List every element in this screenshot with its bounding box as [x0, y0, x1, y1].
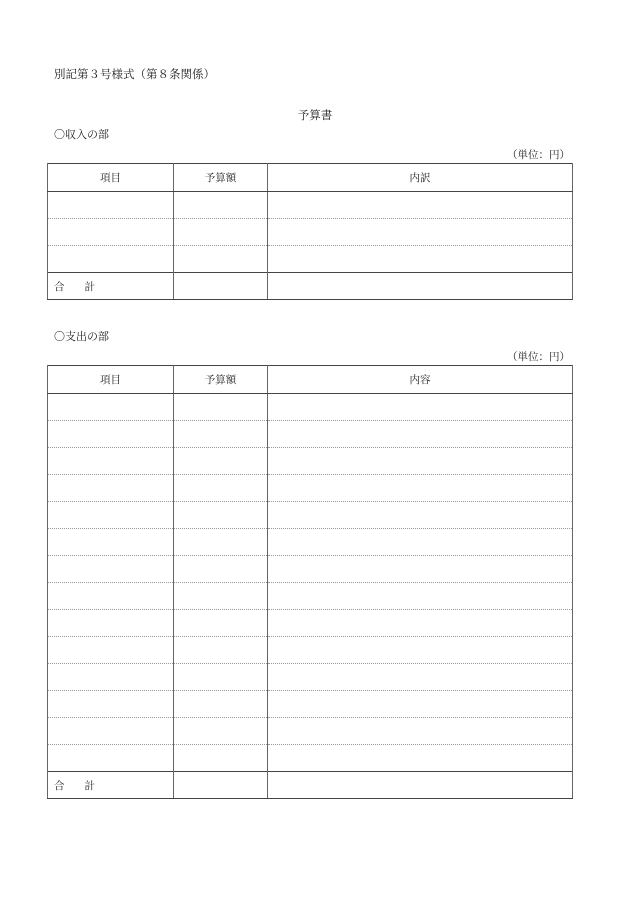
income-row — [48, 192, 573, 219]
income-total-amount-cell[interactable] — [174, 273, 268, 300]
expense-detail-cell[interactable] — [268, 610, 573, 637]
expense-item-cell[interactable] — [48, 475, 174, 502]
expense-row — [48, 583, 573, 610]
expense-item-cell[interactable] — [48, 691, 174, 718]
expense-total-label: 合計 — [48, 772, 174, 799]
income-detail-cell[interactable] — [268, 219, 573, 246]
expense-col-amount: 予算額 — [174, 366, 268, 394]
expense-item-cell[interactable] — [48, 529, 174, 556]
expense-detail-cell[interactable] — [268, 475, 573, 502]
expense-detail-cell[interactable] — [268, 745, 573, 772]
expense-row — [48, 610, 573, 637]
expense-col-item: 項目 — [48, 366, 174, 394]
expense-detail-cell[interactable] — [268, 394, 573, 421]
income-total-breakdown-cell[interactable] — [268, 273, 573, 300]
income-amount-cell[interactable] — [174, 219, 268, 246]
expense-detail-cell[interactable] — [268, 637, 573, 664]
expense-row — [48, 745, 573, 772]
income-amount-cell[interactable] — [174, 192, 268, 219]
income-detail-cell[interactable] — [268, 246, 573, 273]
income-detail-cell[interactable] — [268, 192, 573, 219]
income-item-cell[interactable] — [48, 192, 174, 219]
expense-unit-label: （単位：円） — [507, 351, 570, 363]
expense-item-cell[interactable] — [48, 448, 174, 475]
income-col-amount: 予算額 — [174, 164, 268, 192]
income-col-item: 項目 — [48, 164, 174, 192]
income-rows — [48, 192, 573, 273]
income-col-breakdown: 内訳 — [268, 164, 573, 192]
expense-amount-cell[interactable] — [174, 610, 268, 637]
expense-total-amount-cell[interactable] — [174, 772, 268, 799]
expense-detail-cell[interactable] — [268, 448, 573, 475]
expense-row — [48, 637, 573, 664]
expense-amount-cell[interactable] — [174, 664, 268, 691]
expense-item-cell[interactable] — [48, 637, 174, 664]
income-header-row — [48, 164, 573, 192]
expense-amount-cell[interactable] — [174, 556, 268, 583]
income-amount-cell[interactable] — [174, 246, 268, 273]
expense-row — [48, 529, 573, 556]
expense-item-cell[interactable] — [48, 556, 174, 583]
expense-amount-cell[interactable] — [174, 475, 268, 502]
expense-amount-cell[interactable] — [174, 421, 268, 448]
expense-detail-cell[interactable] — [268, 529, 573, 556]
income-item-cell[interactable] — [48, 219, 174, 246]
expense-section-title: 〇支出の部 — [54, 330, 109, 343]
expense-col-content: 内容 — [268, 366, 573, 394]
expense-total-row — [48, 772, 573, 799]
expense-item-cell[interactable] — [48, 394, 174, 421]
expense-amount-cell[interactable] — [174, 502, 268, 529]
expense-row — [48, 664, 573, 691]
expense-item-cell[interactable] — [48, 664, 174, 691]
expense-total-content-cell[interactable] — [268, 772, 573, 799]
expense-detail-cell[interactable] — [268, 502, 573, 529]
expense-rows — [48, 394, 573, 772]
form-number: 別記第３号様式（第８条関係） — [54, 67, 215, 81]
expense-amount-cell[interactable] — [174, 718, 268, 745]
expense-amount-cell[interactable] — [174, 745, 268, 772]
income-unit-label: （単位：円） — [507, 149, 570, 161]
expense-item-cell[interactable] — [48, 745, 174, 772]
expense-item-cell[interactable] — [48, 583, 174, 610]
expense-amount-cell[interactable] — [174, 394, 268, 421]
expense-detail-cell[interactable] — [268, 664, 573, 691]
expense-amount-cell[interactable] — [174, 529, 268, 556]
income-row — [48, 246, 573, 273]
expense-detail-cell[interactable] — [268, 718, 573, 745]
expense-header-row — [48, 366, 573, 394]
expense-item-cell[interactable] — [48, 421, 174, 448]
expense-detail-cell[interactable] — [268, 421, 573, 448]
expense-row — [48, 556, 573, 583]
expense-row — [48, 448, 573, 475]
income-table — [47, 163, 573, 300]
expense-amount-cell[interactable] — [174, 637, 268, 664]
expense-row — [48, 502, 573, 529]
expense-detail-cell[interactable] — [268, 556, 573, 583]
expense-amount-cell[interactable] — [174, 583, 268, 610]
expense-row — [48, 718, 573, 745]
income-total-row — [48, 273, 573, 300]
income-total-label: 合計 — [48, 273, 174, 300]
expense-row — [48, 394, 573, 421]
expense-amount-cell[interactable] — [174, 448, 268, 475]
document-title: 予算書 — [297, 108, 333, 122]
expense-table — [47, 365, 573, 799]
expense-row — [48, 691, 573, 718]
income-row — [48, 219, 573, 246]
expense-amount-cell[interactable] — [174, 691, 268, 718]
expense-detail-cell[interactable] — [268, 691, 573, 718]
expense-row — [48, 475, 573, 502]
expense-item-cell[interactable] — [48, 610, 174, 637]
expense-item-cell[interactable] — [48, 718, 174, 745]
expense-item-cell[interactable] — [48, 502, 174, 529]
expense-row — [48, 421, 573, 448]
income-item-cell[interactable] — [48, 246, 174, 273]
income-section-title: 〇収入の部 — [54, 128, 109, 141]
expense-detail-cell[interactable] — [268, 583, 573, 610]
